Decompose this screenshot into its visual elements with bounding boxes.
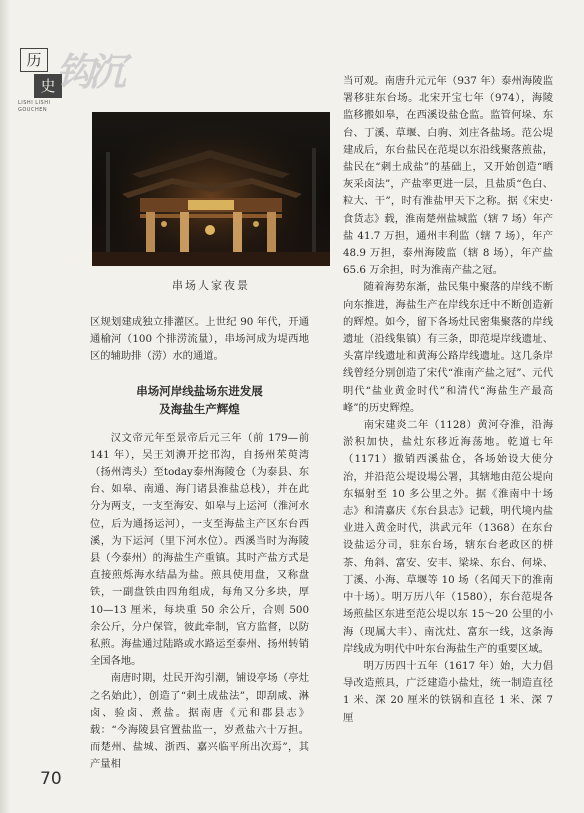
page-number: 70: [40, 769, 62, 789]
right-paragraph-4: 明万历四十五年（1617 年）始，大力倡导改造煎具，广泛建造小盐灶，统一制造直径 1 米、深 20 厘米的铁锅和直径 1 米、深 7 厘: [343, 659, 553, 724]
left-paragraph-1: 区规划建成独立排灌区。上世纪 90 年代，开通通榆河（100 个排涝流量），串场河成为堤西地区的辅助排（涝）水的通道。: [90, 316, 309, 363]
logo-calligraphy: 钩沉: [56, 49, 121, 94]
section-logo: [14, 38, 134, 118]
section-heading-line-2: 及海盐生产辉煌: [159, 401, 240, 416]
right-paragraph-1: 当可观。南唐升元元年（937 年）泰州海陵监署移驻东台场。北宋开宝七年（974），海陵监移搬如皋，在西溪设盐仓监。监管何垛、东台、丁溪、草堰、白驹、刘庄各盐场。范公堤建成后，东台盐民在范堤以东沿线聚落煎盐，盐民在“刺土成盐”的基础上，又开始创造“晒灰采卤法”，产盐率更进一层，且盐质“色白、粒大、干”，时有淮盐甲天下之称。据《宋史·食货志》载，淮南楚州盐城监（辖 7 场）年产盐 41.7 万担，通州丰利监（辖 7 场），年产 48.9 万担，泰州海陵监（辖 8 场），年产盐 65.6 万余担，时为淮南产盐之冠。: [343, 75, 553, 277]
logo-subtitle-line-1: LISHI LISHI: [18, 100, 51, 106]
logo-char-box-1: 历: [20, 48, 48, 72]
right-paragraph-3: 南宋建炎二年（1128）黄河夺淮，沿海淤积加快，盐灶东移近海荡地。乾道七年（1171）撤销西溪盐仓，各场始设大使分治，并沿范公堤设場公署，其辖地由范公堤向东辐射至 10 多公里之外。据《淮南中十场志》和清嘉庆《东台县志》记载，明代境内盐业进入黄金时代，洪武元年（1368）在东台设盐运分司，驻东台场，辖东台老政区的栟茶、角斜、富安、安丰、梁垛、东台、何垛、丁溪、小海、草堰等 10 场（名闻天下的淮南中十场）。明万历八年（1580），东台范堤各场煎盐区东进至范公堤以东 15～20 公里的小海（现属大丰）、南沈灶、富东一线，这条海岸线成为明代中叶东台海盐生产的重要区域。: [343, 419, 553, 655]
right-text-column: [343, 73, 553, 727]
logo-char-box-2: 史: [34, 74, 62, 98]
photo-caption: 串场人家夜景: [172, 279, 250, 292]
left-paragraph-3: 南唐时期，灶民开沟引潮，铺设亭场（亭灶之名始此），创造了“刺土成盐法”，即刮咸、淋卤、验卤、煮盐。据南唐《元和郡县志》载：“今海陵县官置盐监一，岁煮盐六十万担。而楚州、盐城、浙西、嘉兴临平所出次焉”，其产量相: [90, 672, 309, 771]
logo-subtitle: [18, 100, 50, 114]
archway-illustration: [92, 112, 330, 266]
left-paragraph-2: 汉文帝元年至景帝后元三年（前 179—前 141 年），吴王刘濞开挖邗沟，自扬州茱萸湾（扬州湾头）至today泰州海陵仓（为泰县、东台、如皋、南通、海门诸县淮盐总栈），并在此分为两支，一支至海安、如皋与上运河（淮河水位，后为通扬运河），一支至海盐主产区东台西溪，为下运河（里下河水位）。西溪当时为海陵县（今泰州）的海盐生产重镇。其时产盐方式是直接煎烁海水结晶为盐。煎具使用盘，又称盘铁，一副盘铁由四角组成，每角又分多块，厚 10—13 厘米，每块重 50 余公斤，合则 500 余公斤，分户保管，彼此牵制，官方监督，以防私煎。海盐通过陆路或水路运至泰州、扬州转销全国各地。: [90, 431, 309, 668]
page-gutter-shadow: [0, 0, 10, 813]
right-paragraph-2: 随着海势东渐，盐民集中聚落的岸线不断向东推进，海盐生产在岸线东迁中不断创造新的辉煌。如今，留下各场灶民密集聚落的岸线遗址（沿线集镇）有三条，即范堤岸线遗址、头富岸线遗址和黄海公路岸线遗址。这几条岸线曾经分别创造了宋代“淮南产盐之冠”、元代明代“盐业黄金时代”和清代“海盐生产最高峰”的历史辉煌。: [343, 281, 553, 414]
left-text-column: [90, 314, 309, 774]
section-heading: [90, 382, 309, 418]
night-gate-photo: [92, 112, 330, 266]
section-heading-line-1: 串场河岸线盐场东进发展: [136, 383, 263, 398]
logo-subtitle-line-2: GOUCHEN: [18, 107, 48, 113]
